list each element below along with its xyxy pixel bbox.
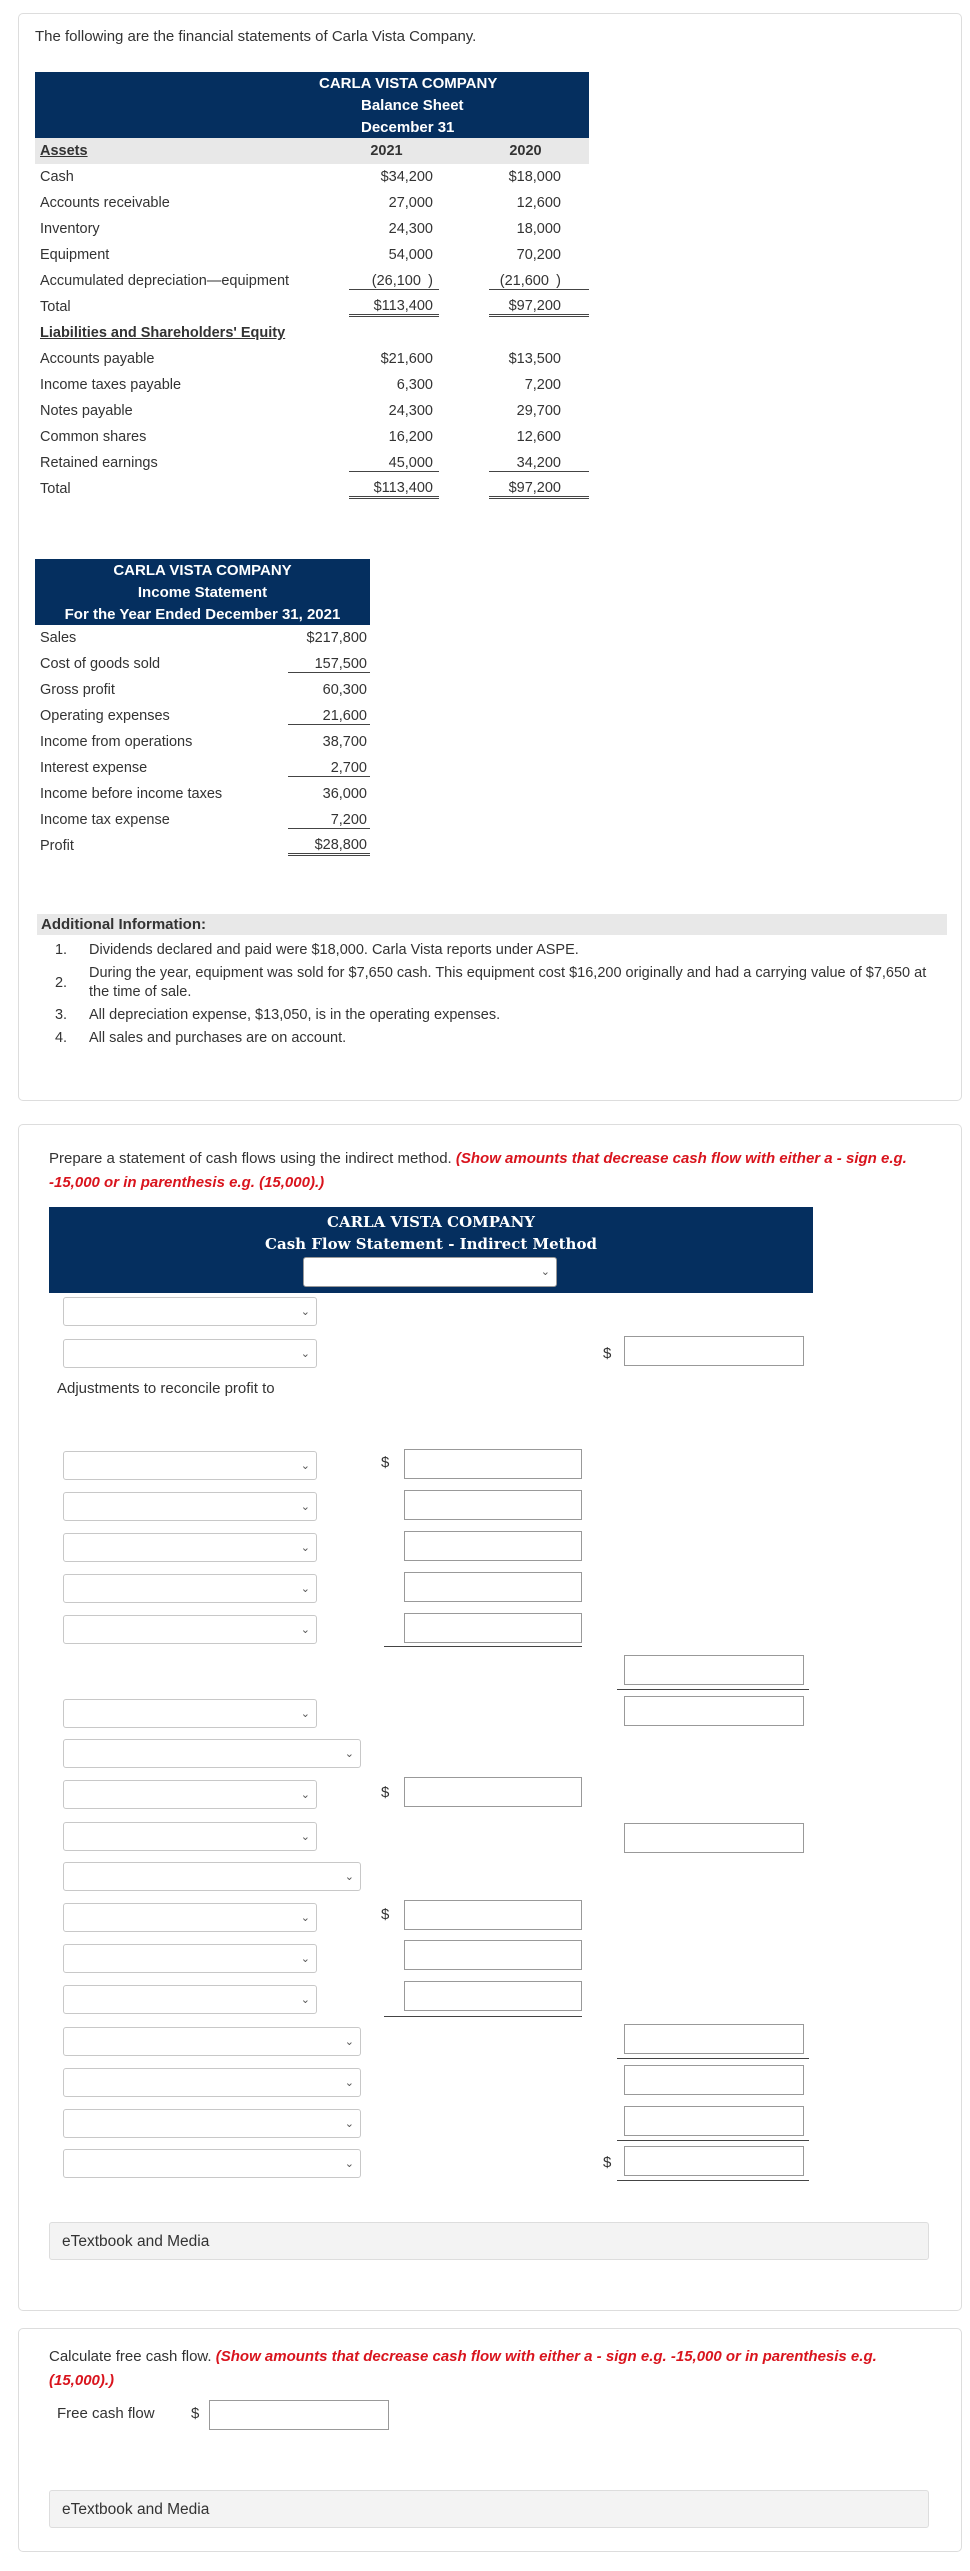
additional-information [37,914,947,1050]
additional-item [37,939,947,962]
is-row [35,729,370,755]
is-row-value: $28,800 [288,837,370,856]
chevron-down-icon: ⌄ [300,1348,310,1360]
cf-amount-input[interactable] [404,1777,582,1807]
bs-2021-value: 45,000 [349,455,439,472]
bs-row-label: Accounts payable [40,351,155,367]
dollar-sign: $ [381,1906,390,1923]
is-row [35,833,370,859]
bs-row-label: Accounts receivable [40,195,170,211]
income-statement-table [35,559,370,859]
cf-amount-input[interactable] [404,1449,582,1479]
additional-num: 1. [54,942,68,958]
bs-row [35,294,589,320]
cf-total-input[interactable] [624,1823,804,1853]
cf-select[interactable] [63,1822,317,1851]
col-2021: 2021 [319,138,439,164]
is-period: For the Year Ended December 31, 2021 [35,603,370,625]
cf-total-input[interactable] [624,2065,804,2095]
cf-select[interactable] [63,1297,317,1326]
additional-item [37,1004,947,1027]
additional-text: During the year, equipment was sold for $7,650 cash. This equipment cost $16,200 originally and had a carrying value of $7,650 at the time of sale. [89,965,927,1000]
chevron-down-icon: ⌄ [300,1306,310,1318]
dollar-sign: $ [381,1784,390,1801]
fcf-input[interactable] [209,2400,389,2430]
problem-card [18,13,962,1101]
cash-flow-prompt: Prepare a statement of cash flows using the indirect method. (Show amounts that decrease cash flow with either a - sign e.g. -15,000 or in parenthesis e.g. (15,000).) [49,1150,907,1191]
cf-select[interactable] [63,2109,361,2138]
additional-item [37,1027,947,1050]
bs-2021-value: $21,600 [380,351,433,367]
etextbook-media-button[interactable]: eTextbook and Media [49,2222,929,2260]
cf-date-dropdown[interactable] [303,1257,557,1287]
cf-select[interactable] [63,1339,317,1368]
bs-2020-value: $97,200 [489,480,589,499]
bs-2021-value: 6,300 [396,377,433,393]
additional-num: 4. [54,1030,68,1046]
bs-row [35,476,589,502]
bs-2021-value: $113,400 [349,480,439,499]
bs-row-label: Accumulated depreciation—equipment [40,273,290,289]
additional-title: Additional Information: [37,914,947,935]
is-row [35,755,370,781]
bs-2020-value: 70,200 [516,247,561,263]
cf-title: Cash Flow Statement - Indirect Method [265,1235,597,1253]
chevron-down-icon: ⌄ [344,2118,354,2130]
balance-sheet-table [35,72,589,502]
chevron-down-icon: ⌄ [300,1994,310,2006]
bs-date: December 31 [319,116,589,138]
cf-total-input[interactable] [624,2106,804,2136]
chevron-down-icon: ⌄ [344,2077,354,2089]
is-row [35,703,370,729]
is-row-value: 157,500 [288,656,370,673]
is-row-value: 7,200 [288,812,370,829]
liab-heading: Liabilities and Shareholders' Equity [40,325,286,341]
cf-select[interactable] [63,1615,317,1644]
fcf-note: (Show amounts that decrease cash flow with either a - sign e.g. -15,000 or in parenthesis e.g. (15,000).) [49,2348,877,2389]
chevron-down-icon: ⌄ [300,1953,310,1965]
free-cash-flow-card [18,2328,962,2552]
underline-rule [617,2058,809,2059]
bs-company: CARLA VISTA COMPANY [319,72,589,94]
cf-select[interactable] [63,1451,317,1480]
cf-select[interactable] [63,1492,317,1521]
is-row-value: 36,000 [322,786,367,802]
chevron-down-icon: ⌄ [300,1624,310,1636]
chevron-down-icon: ⌄ [300,1789,310,1801]
is-row-label: Sales [40,630,77,646]
bs-row-label: Cash [40,169,74,185]
cf-select[interactable] [63,1574,317,1603]
bs-2020-value: $13,500 [508,351,561,367]
is-company: CARLA VISTA COMPANY [35,559,370,581]
bs-2021-value: 27,000 [388,195,433,211]
cash-flow-note: (Show amounts that decrease cash flow with either a - sign e.g. -15,000 or in parenthesis e.g. (15,000).) [49,1150,907,1191]
chevron-down-icon: ⌄ [300,1542,310,1554]
is-row-label: Income tax expense [40,812,170,828]
bs-row [35,242,589,268]
cash-flow-card [18,1124,962,2311]
is-row-value: 21,600 [288,708,370,725]
fcf-prompt: Calculate free cash flow. (Show amounts that decrease cash flow with either a - sign e.g. -15,000 or in parenthesis e.g. (15,000).) [49,2348,877,2389]
cf-company: CARLA VISTA COMPANY [327,1213,535,1231]
is-row-label: Gross profit [40,682,115,698]
chevron-down-icon: ⌄ [344,1748,354,1760]
chevron-down-icon: ⌄ [540,1266,550,1278]
bs-2020-value: 34,200 [489,455,589,472]
bs-2021-value: 16,200 [388,429,433,445]
assets-heading: Assets [35,138,319,164]
additional-num: 2. [54,974,68,991]
bs-row-label: Equipment [40,247,110,263]
bs-2021-value: 54,000 [388,247,433,263]
bs-2021-value: 24,300 [388,403,433,419]
adjustments-label: Adjustments to reconcile profit to [57,1380,275,1397]
bs-2021-value: (26,100 ) [349,273,439,290]
cf-total-input[interactable] [624,1336,804,1366]
bs-2020-value: 18,000 [516,221,561,237]
is-row-value: 38,700 [322,734,367,750]
chevron-down-icon: ⌄ [344,1871,354,1883]
cf-select[interactable] [63,1780,317,1809]
bs-row [35,424,589,450]
underline-rule [617,2140,809,2141]
bs-2020-value: $18,000 [508,169,561,185]
bs-2020-value: 12,600 [516,195,561,211]
chevron-down-icon: ⌄ [300,1831,310,1843]
fcf-etextbook-media-button[interactable]: eTextbook and Media [49,2490,929,2528]
is-row [35,651,370,677]
cf-select[interactable] [63,1985,317,2014]
bs-2021-value: $34,200 [380,169,433,185]
additional-item [37,962,947,1004]
bs-row [35,450,589,476]
is-row-label: Interest expense [40,760,148,776]
bs-row-label: Income taxes payable [40,377,182,393]
bs-row-label: Inventory [40,221,100,237]
is-row-label: Operating expenses [40,708,170,724]
cf-amount-input[interactable] [404,1572,582,1602]
bs-2021-value: $113,400 [349,298,439,317]
chevron-down-icon: ⌄ [344,2158,354,2170]
fcf-label: Free cash flow [57,2405,155,2422]
chevron-down-icon: ⌄ [344,2036,354,2048]
cf-select[interactable] [63,2149,361,2178]
bs-row [35,164,589,190]
underline-rule [384,2016,582,2017]
underline-rule [384,1646,582,1647]
bs-row [35,190,589,216]
bs-2020-value: (21,600 ) [489,273,589,290]
is-row [35,677,370,703]
cf-total-input[interactable] [624,1655,804,1685]
cf-select[interactable] [63,2027,361,2056]
cf-amount-input[interactable] [404,1981,582,2011]
cf-amount-input[interactable] [404,1900,582,1930]
bs-2020-value: 29,700 [516,403,561,419]
is-row-value: $217,800 [306,630,367,646]
cf-total-input[interactable] [624,1696,804,1726]
additional-num: 3. [54,1007,68,1023]
cf-select[interactable] [63,1699,317,1728]
dollar-sign: $ [603,1345,612,1362]
bs-2020-value: 7,200 [524,377,561,393]
fcf-dollar: $ [191,2405,200,2422]
bs-row-label: Retained earnings [40,455,158,471]
additional-text: All depreciation expense, $13,050, is in the operating expenses. [89,1007,501,1023]
chevron-down-icon: ⌄ [300,1912,310,1924]
dollar-sign: $ [381,1454,390,1471]
bs-row [35,346,589,372]
cf-select[interactable] [63,1944,317,1973]
cf-amount-input[interactable] [404,1531,582,1561]
is-row-label: Cost of goods sold [40,656,161,672]
cf-select[interactable] [63,1739,361,1768]
bs-row [35,216,589,242]
bs-2020-value: 12,600 [516,429,561,445]
bs-row-label: Common shares [40,429,147,445]
additional-text: Dividends declared and paid were $18,000. Carla Vista reports under ASPE. [89,942,579,958]
is-row-label: Income from operations [40,734,193,750]
col-2020: 2020 [439,138,589,164]
cf-amount-input[interactable] [404,1613,582,1643]
bs-2021-value: 24,300 [388,221,433,237]
additional-text: All sales and purchases are on account. [89,1030,347,1046]
is-row-value: 60,300 [322,682,367,698]
underline-rule [617,1689,809,1690]
bs-row-label: Total [40,481,71,497]
intro-text: The following are the financial statements of Carla Vista Company. [35,28,477,45]
cf-total-input[interactable] [624,2146,804,2176]
bs-row [35,398,589,424]
is-row [35,781,370,807]
underline-rule [617,2180,809,2181]
chevron-down-icon: ⌄ [300,1501,310,1513]
chevron-down-icon: ⌄ [300,1460,310,1472]
is-row-label: Income before income taxes [40,786,223,802]
cf-total-input[interactable] [624,2024,804,2054]
dollar-sign: $ [603,2154,612,2171]
is-row-label: Profit [40,838,74,854]
cf-select[interactable] [63,1533,317,1562]
bs-2020-value: $97,200 [489,298,589,317]
cf-amount-input[interactable] [404,1940,582,1970]
cf-select[interactable] [63,1903,317,1932]
chevron-down-icon: ⌄ [300,1708,310,1720]
bs-title: Balance Sheet [319,94,589,116]
cf-select[interactable] [63,2068,361,2097]
bs-row [35,268,589,294]
is-row [35,625,370,651]
chevron-down-icon: ⌄ [300,1583,310,1595]
bs-row [35,372,589,398]
is-row-value: 2,700 [288,760,370,777]
bs-row-label: Total [40,299,71,315]
cf-select[interactable] [63,1862,361,1891]
cf-amount-input[interactable] [404,1490,582,1520]
is-title: Income Statement [35,581,370,603]
is-row [35,807,370,833]
bs-row-label: Notes payable [40,403,133,419]
